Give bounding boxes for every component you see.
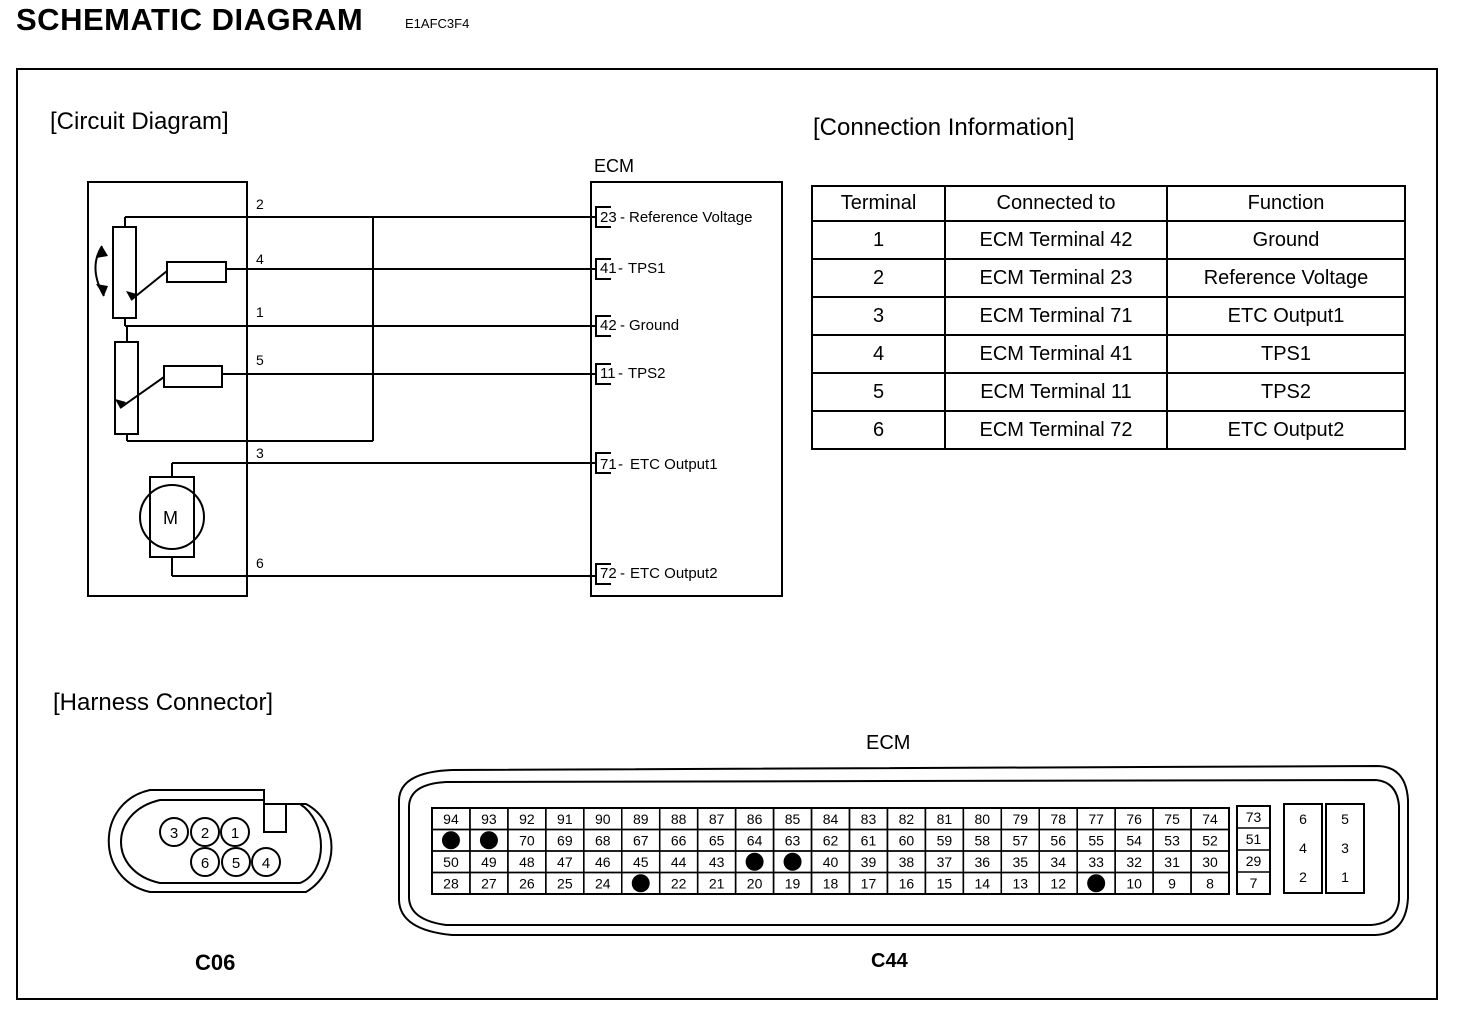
c44-pin-label: 28 — [443, 875, 459, 892]
ecm-terminal-signal: ETC Output2 — [630, 565, 718, 582]
c44-ecm-label: ECM — [866, 732, 911, 754]
c44-pin-label: 46 — [594, 853, 611, 870]
c44-pin-label: 45 — [632, 853, 649, 870]
c44-pin-filled — [632, 874, 650, 892]
c44-pin-label: 58 — [974, 832, 991, 849]
c44-pin-label: 66 — [670, 832, 687, 849]
c44-pin-label: 75 — [1164, 810, 1180, 827]
ecm-terminal-signal: Ground — [629, 317, 680, 334]
c44-pin-label: 7 — [1249, 874, 1258, 891]
svg-text:-: - — [620, 565, 625, 582]
table-cell: 1 — [812, 221, 945, 259]
svg-text:-: - — [618, 260, 623, 277]
c44-pin-label: 2 — [1299, 869, 1307, 885]
c44-pin-label: 57 — [1012, 832, 1029, 849]
c44-pin-label: 48 — [519, 853, 535, 870]
ecm-terminal-signal: TPS2 — [628, 365, 666, 382]
c44-pin-label: 53 — [1164, 832, 1180, 849]
document-code: E1AFC3F4 — [405, 16, 470, 31]
c44-pin-label: 50 — [443, 853, 459, 870]
c44-pin-label: 24 — [594, 875, 611, 892]
ecm-terminal-number: 42 — [600, 317, 617, 334]
table-cell: ECM Terminal 11 — [945, 373, 1167, 411]
c44-pin-label: 85 — [784, 810, 801, 827]
c44-pin-label: 55 — [1088, 832, 1104, 849]
c44-pin-label: 30 — [1202, 853, 1218, 870]
table-cell: ETC Output1 — [1167, 297, 1405, 335]
c44-pin-label: 49 — [481, 853, 497, 870]
c44-pin-label: 74 — [1202, 810, 1218, 827]
c44-pin-label: 87 — [708, 810, 725, 827]
c06-caption: C06 — [195, 950, 236, 975]
c44-pin-label: 88 — [670, 810, 687, 827]
c44-pin-label: 92 — [519, 810, 535, 827]
wire-pin-label: 2 — [256, 196, 264, 212]
table-cell: 3 — [812, 297, 945, 335]
c44-pin-label: 90 — [594, 810, 611, 827]
c44-pin-label: 19 — [784, 875, 801, 892]
svg-text:-: - — [618, 456, 623, 473]
c44-pin-label: 44 — [670, 853, 687, 870]
c44-pin-label: 78 — [1050, 810, 1067, 827]
table-cell: ETC Output2 — [1167, 411, 1405, 449]
wire-pin-label: 1 — [256, 304, 264, 320]
c44-pin-label: 94 — [443, 810, 459, 827]
svg-text:-: - — [620, 317, 625, 334]
table-cell: ECM Terminal 23 — [945, 259, 1167, 297]
c06-pin-label: 6 — [200, 855, 210, 872]
table-cell: 6 — [812, 411, 945, 449]
ecm-terminal-number: 11 — [600, 365, 616, 382]
ecm-terminal-signal: ETC Output1 — [630, 456, 718, 473]
table-cell: ECM Terminal 72 — [945, 411, 1167, 449]
c44-pin-filled — [442, 831, 460, 849]
table-cell: ECM Terminal 41 — [945, 335, 1167, 373]
c06-connector — [109, 790, 332, 892]
ecm-label: ECM — [594, 156, 634, 176]
c06-pin-label: 5 — [231, 855, 241, 872]
c44-pin-label: 36 — [974, 853, 991, 870]
c44-pin-label: 43 — [708, 853, 725, 870]
c44-pin-label: 18 — [822, 875, 839, 892]
c44-pin-label: 70 — [519, 832, 535, 849]
wire-pin-label: 3 — [256, 445, 264, 461]
c44-pin-label: 69 — [557, 832, 573, 849]
c44-pin-label: 52 — [1202, 832, 1218, 849]
document-title: SCHEMATIC DIAGRAM — [16, 2, 364, 37]
table-cell: 4 — [812, 335, 945, 373]
c44-pin-label: 25 — [557, 875, 573, 892]
c44-pin-label: 6 — [1299, 811, 1307, 827]
table-header-connected-to: Connected to — [945, 186, 1167, 221]
c44-pin-label: 62 — [822, 832, 839, 849]
c44-pin-label: 17 — [860, 875, 877, 892]
c44-pin-label: 63 — [784, 832, 801, 849]
c06-pin-label: 2 — [200, 825, 210, 842]
ecm-terminal-number: 72 — [600, 565, 617, 582]
c44-pin-label: 60 — [898, 832, 915, 849]
table-cell: Ground — [1167, 221, 1405, 259]
c44-pin-label: 84 — [822, 810, 839, 827]
c44-pin-label: 22 — [670, 875, 687, 892]
c44-pin-label: 32 — [1126, 853, 1142, 870]
ecm-terminal-number: 41 — [600, 260, 617, 277]
c44-pin-label: 91 — [557, 810, 573, 827]
c44-pin-label: 35 — [1012, 853, 1029, 870]
c44-pin-label: 76 — [1126, 810, 1142, 827]
c44-pin-label: 54 — [1126, 832, 1142, 849]
c44-pin-label: 26 — [519, 875, 535, 892]
c44-pin-label: 80 — [974, 810, 991, 827]
c44-pin-label: 65 — [708, 832, 725, 849]
table-cell: TPS2 — [1167, 373, 1405, 411]
c44-pin-label: 68 — [594, 832, 611, 849]
svg-text:-: - — [620, 209, 625, 226]
c44-pin-label: 27 — [481, 875, 497, 892]
c44-pin-label: 67 — [632, 832, 649, 849]
c44-pin-label: 77 — [1088, 810, 1104, 827]
ecm-terminal-signal: TPS1 — [628, 260, 666, 277]
c44-pin-label: 56 — [1050, 832, 1067, 849]
c44-pin-label: 86 — [746, 810, 763, 827]
c44-pin-label: 34 — [1050, 853, 1067, 870]
ecm-terminal-number: 71 — [600, 456, 617, 473]
c44-pin-label: 81 — [936, 810, 953, 827]
c44-pin-label: 79 — [1012, 810, 1029, 827]
c44-pin-label: 37 — [936, 853, 953, 870]
c44-pin-label: 5 — [1341, 811, 1349, 827]
c44-pin-label: 93 — [481, 810, 497, 827]
c44-pin-label: 1 — [1341, 869, 1349, 885]
c44-pin-label: 61 — [860, 832, 877, 849]
table-cell: 2 — [812, 259, 945, 297]
table-cell: 5 — [812, 373, 945, 411]
wire-pin-label: 4 — [256, 251, 264, 267]
c44-pin-label: 21 — [708, 875, 725, 892]
c44-pin-label: 59 — [936, 832, 953, 849]
c44-pin-label: 8 — [1206, 875, 1214, 892]
c44-pin-label: 13 — [1012, 875, 1029, 892]
table-cell: TPS1 — [1167, 335, 1405, 373]
table-header-function: Function — [1167, 186, 1405, 221]
svg-text:-: - — [618, 365, 623, 382]
c44-pin-label: 38 — [898, 853, 915, 870]
c44-pin-label: 39 — [860, 853, 877, 870]
c44-pin-label: 83 — [860, 810, 877, 827]
wire-pin-label: 5 — [256, 352, 264, 368]
circuit-diagram-heading: [Circuit Diagram] — [50, 108, 229, 135]
c44-pin-label: 9 — [1168, 875, 1176, 892]
c44-pin-filled — [784, 853, 802, 871]
c06-pin-label: 1 — [230, 825, 240, 842]
c44-pin-label: 31 — [1164, 853, 1180, 870]
table-cell: ECM Terminal 71 — [945, 297, 1167, 335]
table-cell: Reference Voltage — [1167, 259, 1405, 297]
c44-pin-filled — [746, 853, 764, 871]
c44-pin-label: 12 — [1050, 875, 1067, 892]
wire-pin-label: 6 — [256, 555, 264, 571]
table-header-terminal: Terminal — [812, 186, 945, 221]
c44-pin-label: 47 — [557, 853, 573, 870]
c44-pin-label: 16 — [898, 875, 915, 892]
c44-pin-label: 10 — [1126, 875, 1142, 892]
ecm-terminal-signal: Reference Voltage — [629, 209, 753, 226]
c44-pin-label: 4 — [1299, 840, 1307, 856]
c44-pin-label: 15 — [936, 875, 953, 892]
ecm-terminal-number: 23 — [600, 209, 617, 226]
c44-pin-label: 14 — [974, 875, 991, 892]
table-cell: ECM Terminal 42 — [945, 221, 1167, 259]
c44-pin-filled — [480, 831, 498, 849]
c44-pin-label: 64 — [746, 832, 763, 849]
c44-caption: C44 — [871, 950, 908, 972]
c44-pin-label: 29 — [1245, 852, 1262, 869]
harness-connector-heading: [Harness Connector] — [53, 689, 274, 716]
c44-pin-label: 20 — [746, 875, 763, 892]
motor-label: M — [163, 508, 178, 528]
c06-pin-label: 3 — [169, 825, 179, 842]
c44-pin-label: 73 — [1245, 808, 1262, 825]
c44-pin-label: 33 — [1088, 853, 1104, 870]
connection-information-heading: [Connection Information] — [813, 114, 1075, 141]
c44-pin-filled — [1087, 874, 1105, 892]
c44-pin-label: 3 — [1341, 840, 1349, 856]
c44-pin-label: 89 — [632, 810, 649, 827]
c06-pin-label: 4 — [261, 855, 271, 872]
c44-pin-label: 40 — [822, 853, 839, 870]
c44-pin-label: 82 — [898, 810, 915, 827]
c44-pin-label: 51 — [1245, 830, 1262, 847]
